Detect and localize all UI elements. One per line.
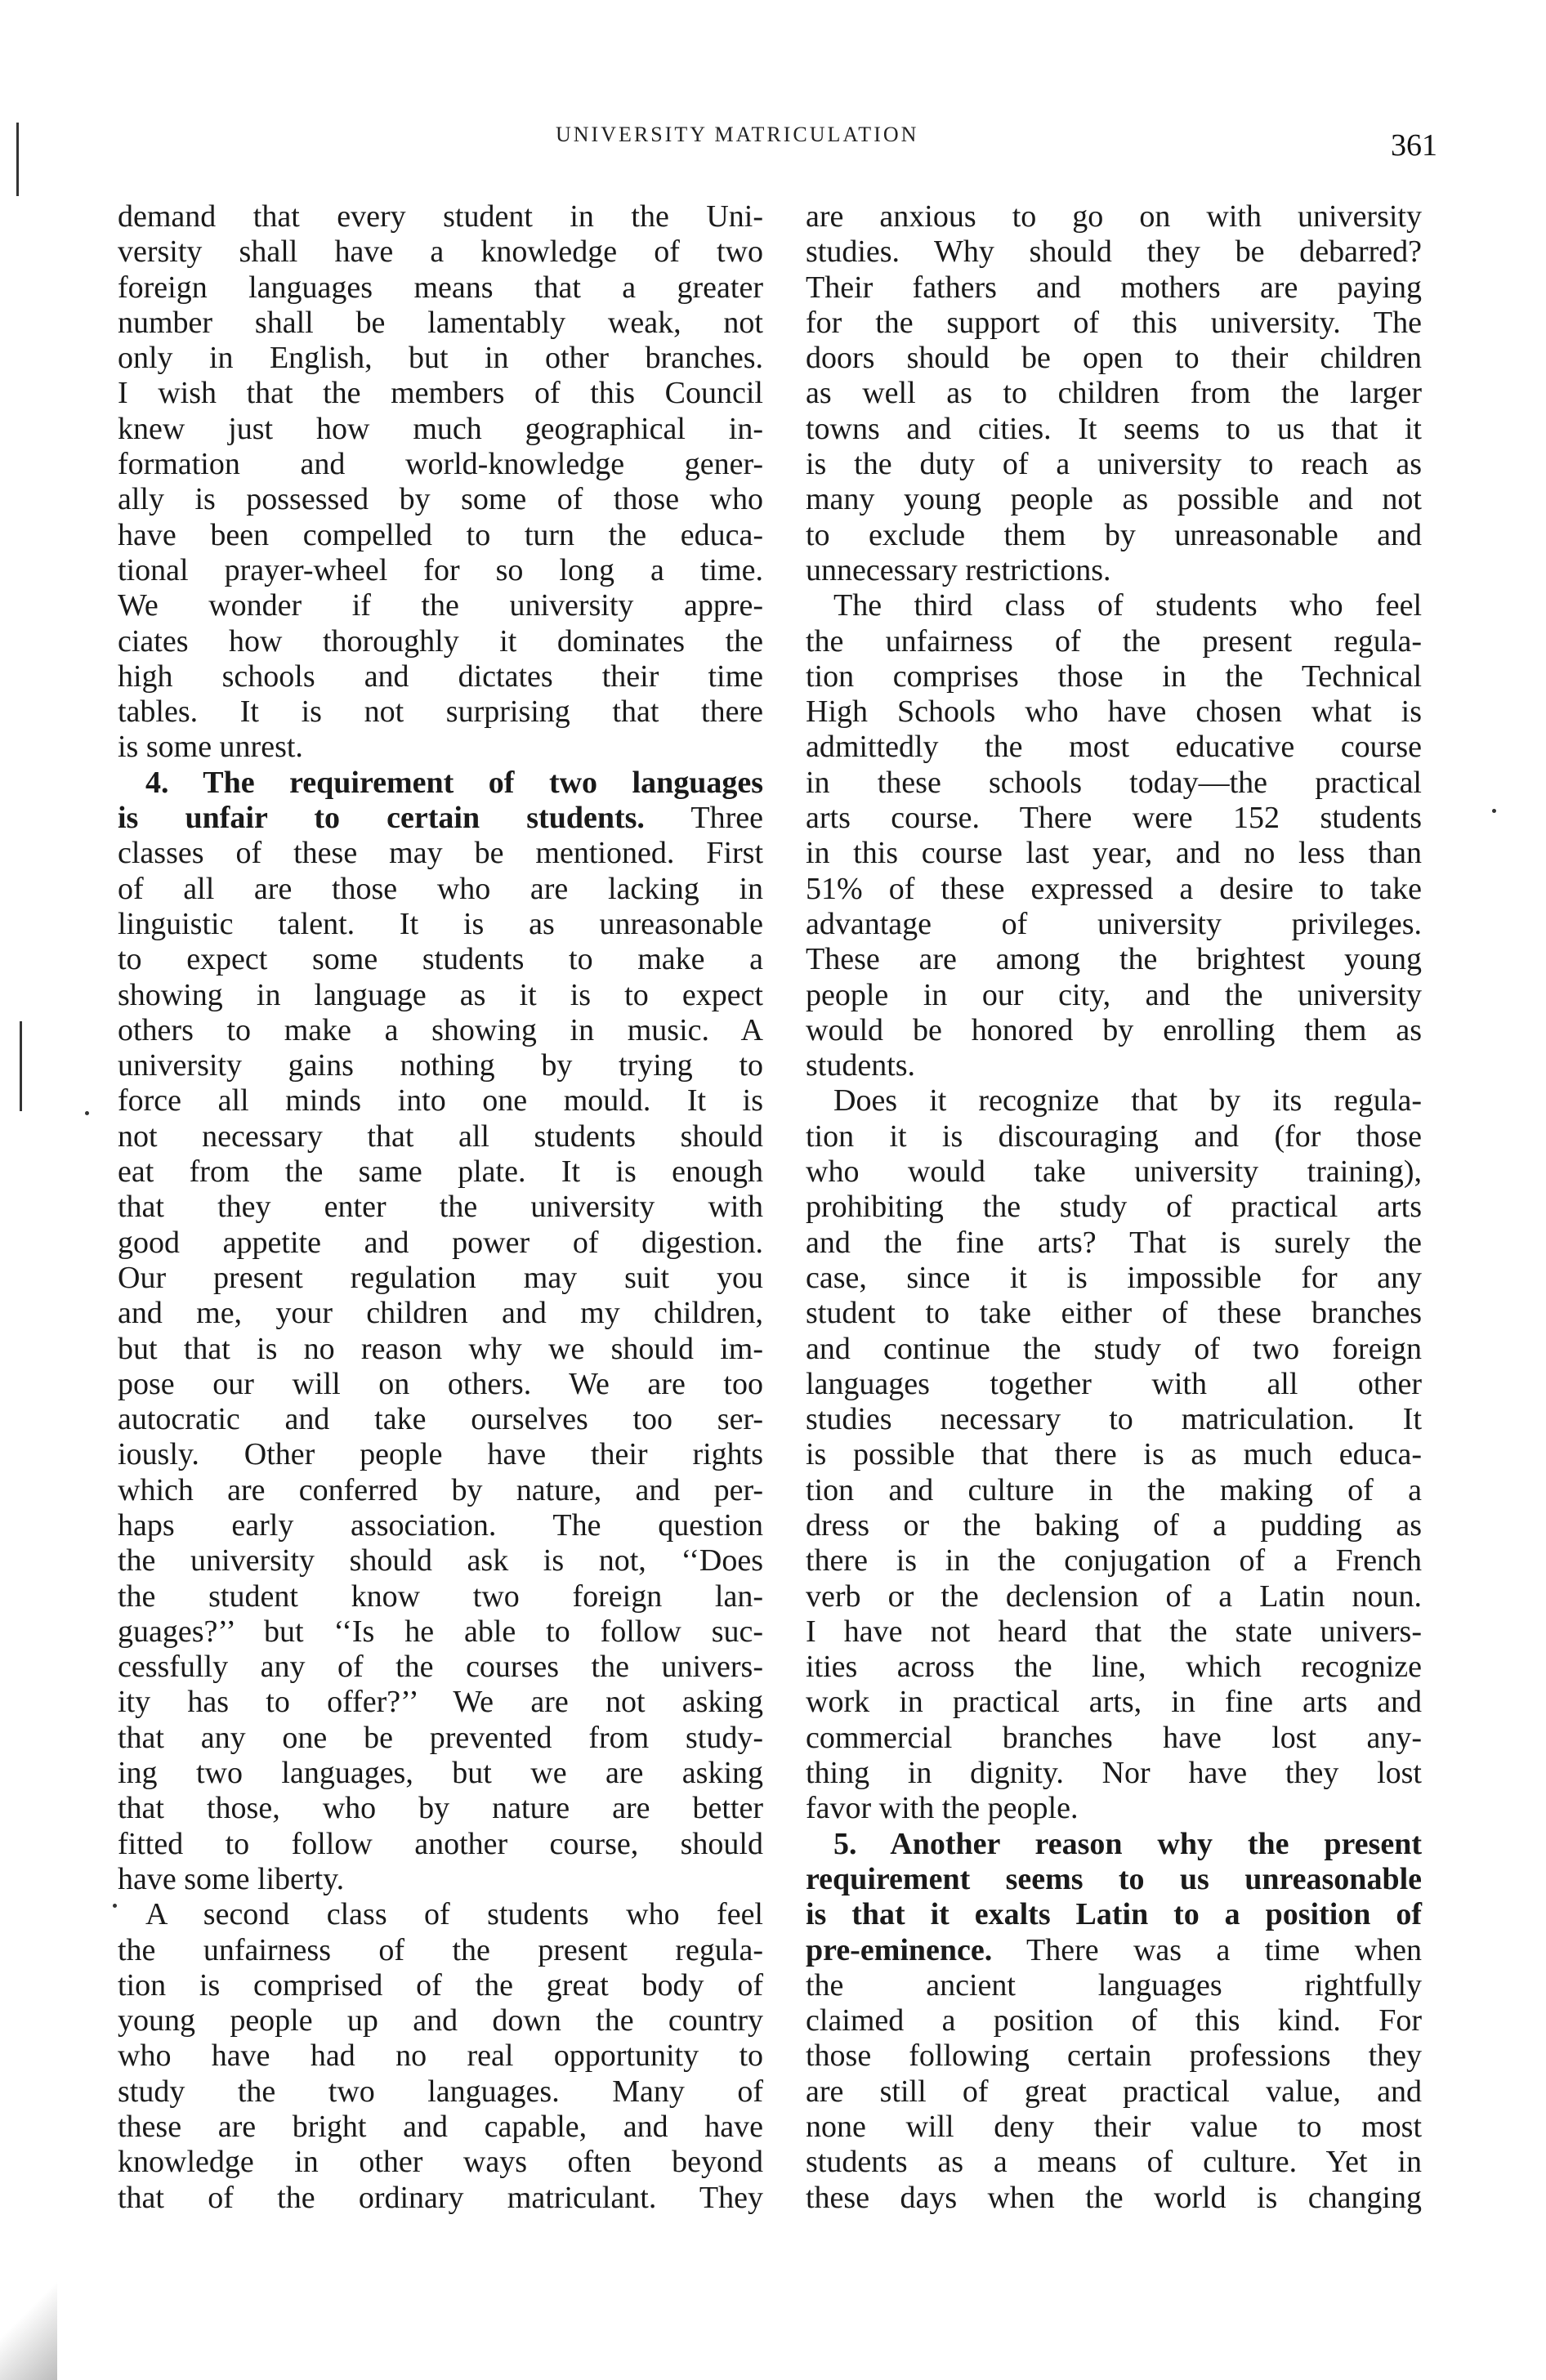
text-line (806, 1933, 1422, 1968)
text-line: fitted to follow another course, should (118, 1826, 763, 1861)
text-line: tables. It is not surprising that there (118, 694, 763, 730)
text-line: admittedly the most educative course (806, 730, 1422, 765)
text-line: autocratic and take ourselves too ser- (118, 1402, 763, 1437)
text-line: work in practical arts, in fine arts and (806, 1685, 1422, 1720)
text-line: thing in dignity. Nor have they lost (806, 1756, 1422, 1791)
text-line: ally is possessed by some of those who (118, 482, 763, 517)
bold-heading-text: 4. The requirement of two languages (145, 765, 763, 800)
text-line: haps early association. The question (118, 1507, 763, 1543)
text-line: number shall be lamentably weak, not (118, 305, 763, 340)
text-line: that any one be prevented from study- (118, 1720, 763, 1755)
text-line: others to make a showing in music. A (118, 1012, 763, 1047)
text-line: demand that every student in the Uni- (118, 199, 763, 234)
text-line: none will deny their value to most (806, 2110, 1422, 2145)
text-line: eat from the same plate. It is enough (118, 1154, 763, 1190)
text-line: high schools and dictates their time (118, 659, 763, 694)
text-line (806, 1827, 1422, 1862)
text-line: foreign languages means that a greater (118, 270, 763, 305)
text-line: We wonder if the university appre- (118, 588, 763, 623)
text-line: university gains nothing by trying to (118, 1048, 763, 1083)
text-line: tion it is discouraging and (for those (806, 1119, 1422, 1154)
text-line: is the duty of a university to reach as (806, 447, 1422, 482)
text-line: and me, your children and my children, (118, 1296, 763, 1331)
text-line (118, 766, 763, 801)
scan-speck (85, 1111, 89, 1115)
text-line: and the fine arts? That is surely the (806, 1225, 1422, 1260)
text-line: studies. Why should they be debarred? (806, 234, 1422, 270)
text-line: tion is comprised of the great body of (118, 1967, 763, 2003)
text-line: these are bright and capable, and have (118, 2110, 763, 2145)
text-line: but that is no reason why we should im- (118, 1331, 763, 1366)
text-line: the unfairness of the present regula- (118, 1932, 763, 1967)
text-line: and continue the study of two foreign (806, 1331, 1422, 1366)
text-line: dress or the baking of a pudding as (806, 1507, 1422, 1543)
scan-speck (113, 1904, 117, 1908)
bold-heading-text: is unfair to certain students. (118, 801, 645, 836)
text-line: knowledge in other ways often beyond (118, 2145, 763, 2180)
text-line: studies necessary to matriculation. It (806, 1402, 1422, 1437)
bold-heading-text: is that it exalts Latin to a position of (806, 1897, 1422, 1932)
text-line: arts course. There were 152 students (806, 801, 1422, 836)
text-line: of all are those who are lacking in (118, 871, 763, 906)
text-line: The third class of students who feel (833, 588, 1422, 623)
text-line: Does it recognize that by its regula- (833, 1083, 1422, 1119)
text-line: ciates how thoroughly it dominates the (118, 623, 763, 659)
text-line: pose our will on others. We are too (118, 1366, 763, 1401)
text-line: the student know two foreign lan- (118, 1578, 763, 1614)
text-line: High Schools who have chosen what is (806, 694, 1422, 730)
bold-heading-text: pre-eminence. (806, 1932, 993, 1967)
text-line: versity shall have a knowledge of two (118, 234, 763, 270)
bold-heading-text: requirement seems to us unreasonable (806, 1861, 1422, 1896)
text-line: in this course last year, and no less than (806, 836, 1422, 871)
text-line: ing two languages, but we are asking (118, 1756, 763, 1791)
text-line: who have had no real opportunity to (118, 2038, 763, 2074)
text-line: guages?’’ but ‘‘Is he able to follow suc- (118, 1614, 763, 1649)
line-text: Three (644, 801, 763, 836)
text-line: have been compelled to turn the educa- (118, 517, 763, 552)
text-line: knew just how much geographical in- (118, 411, 763, 446)
text-line: commercial branches have lost any- (806, 1720, 1422, 1755)
text-line: these days when the world is changing (806, 2180, 1422, 2215)
text-line: cessfully any of the courses the univers- (118, 1650, 763, 1685)
text-line: are anxious to go on with university (806, 199, 1422, 234)
text-line: I wish that the members of this Council (118, 376, 763, 411)
right-column (806, 199, 1422, 2216)
text-line: people in our city, and the university (806, 977, 1422, 1012)
text-line: verb or the declension of a Latin noun. (806, 1578, 1422, 1614)
text-line: is some unrest. (118, 730, 303, 765)
text-line: force all minds into one mould. It is (118, 1083, 763, 1119)
text-line: would be honored by enrolling them as (806, 1012, 1422, 1047)
text-line: that those, who by nature are better (118, 1791, 763, 1826)
text-line: I have not heard that the state univers- (806, 1614, 1422, 1649)
text-line: are still of great practical value, and (806, 2074, 1422, 2109)
text-line: Their fathers and mothers are paying (806, 270, 1422, 305)
text-line: tional prayer-wheel for so long a time. (118, 552, 763, 587)
text-line: who would take university training), (806, 1154, 1422, 1190)
text-line: those following certain professions they (806, 2038, 1422, 2074)
scan-corner-shadow (0, 2271, 57, 2380)
text-line: the ancient languages rightfully (806, 1967, 1422, 2003)
text-line: good appetite and power of digestion. (118, 1225, 763, 1260)
text-line: advantage of university privileges. (806, 906, 1422, 941)
text-line (118, 801, 763, 836)
text-line: languages together with all other (806, 1366, 1422, 1401)
text-line: students. (806, 1048, 916, 1083)
text-line: unnecessary restrictions. (806, 552, 1111, 587)
text-line: which are conferred by nature, and per- (118, 1472, 763, 1507)
text-line: iously. Other people have their rights (118, 1437, 763, 1472)
text-line: have some liberty. (118, 1861, 345, 1896)
margin-scan-mark (16, 123, 19, 196)
text-line: classes of these may be mentioned. First (118, 836, 763, 871)
margin-scan-mark (20, 1021, 22, 1111)
left-column (118, 199, 763, 2216)
text-line: there is in the conjugation of a French (806, 1543, 1422, 1578)
text-line: towns and cities. It seems to us that it (806, 411, 1422, 446)
bold-heading-text: 5. Another reason why the present (833, 1826, 1422, 1861)
text-line (806, 1897, 1422, 1932)
text-line: young people up and down the country (118, 2003, 763, 2038)
text-line: 51% of these expressed a desire to take (806, 871, 1422, 906)
text-line: study the two languages. Many of (118, 2074, 763, 2109)
text-line: the university should ask is not, ‘‘Does (118, 1543, 763, 1578)
running-title: UNIVERSITY MATRICULATION (556, 123, 919, 146)
text-line: the unfairness of the present regula- (806, 623, 1422, 659)
text-line: A second class of students who feel (145, 1897, 763, 1932)
text-line: Our present regulation may suit you (118, 1260, 763, 1295)
text-line: doors should be open to their children (806, 341, 1422, 376)
text-line: student to take either of these branches (806, 1296, 1422, 1331)
page-number: 361 (1391, 128, 1437, 163)
text-line: showing in language as it is to expect (118, 977, 763, 1012)
text-line: only in English, but in other branches. (118, 341, 763, 376)
text-line: to exclude them by unreasonable and (806, 517, 1422, 552)
text-line: favor with the people. (806, 1791, 1079, 1826)
text-line: for the support of this university. The (806, 305, 1422, 340)
text-line: as well as to children from the larger (806, 376, 1422, 411)
text-line: formation and world-knowledge gener- (118, 447, 763, 482)
text-line: ities across the line, which recognize (806, 1650, 1422, 1685)
text-line: to expect some students to make a (118, 942, 763, 977)
text-line: linguistic talent. It is as unreasonable (118, 906, 763, 941)
text-line: that they enter the university with (118, 1190, 763, 1225)
text-line: many young people as possible and not (806, 482, 1422, 517)
text-line: case, since it is impossible for any (806, 1260, 1422, 1295)
line-text: There was a time when (992, 1932, 1422, 1967)
text-line: in these schools today—the practical (806, 765, 1422, 800)
text-line: tion and culture in the making of a (806, 1472, 1422, 1507)
scan-speck (1492, 809, 1496, 813)
text-line: prohibiting the study of practical arts (806, 1190, 1422, 1225)
text-line: claimed a position of this kind. For (806, 2003, 1422, 2038)
text-line: tion comprises those in the Technical (806, 659, 1422, 694)
text-line: that of the ordinary matriculant. They (118, 2180, 763, 2215)
text-line: not necessary that all students should (118, 1119, 763, 1154)
text-line: is possible that there is as much educa- (806, 1437, 1422, 1472)
text-line: These are among the brightest young (806, 942, 1422, 977)
text-line: ity has to offer?’’ We are not asking (118, 1685, 763, 1720)
text-line (806, 1862, 1422, 1897)
text-line: students as a means of culture. Yet in (806, 2145, 1422, 2180)
